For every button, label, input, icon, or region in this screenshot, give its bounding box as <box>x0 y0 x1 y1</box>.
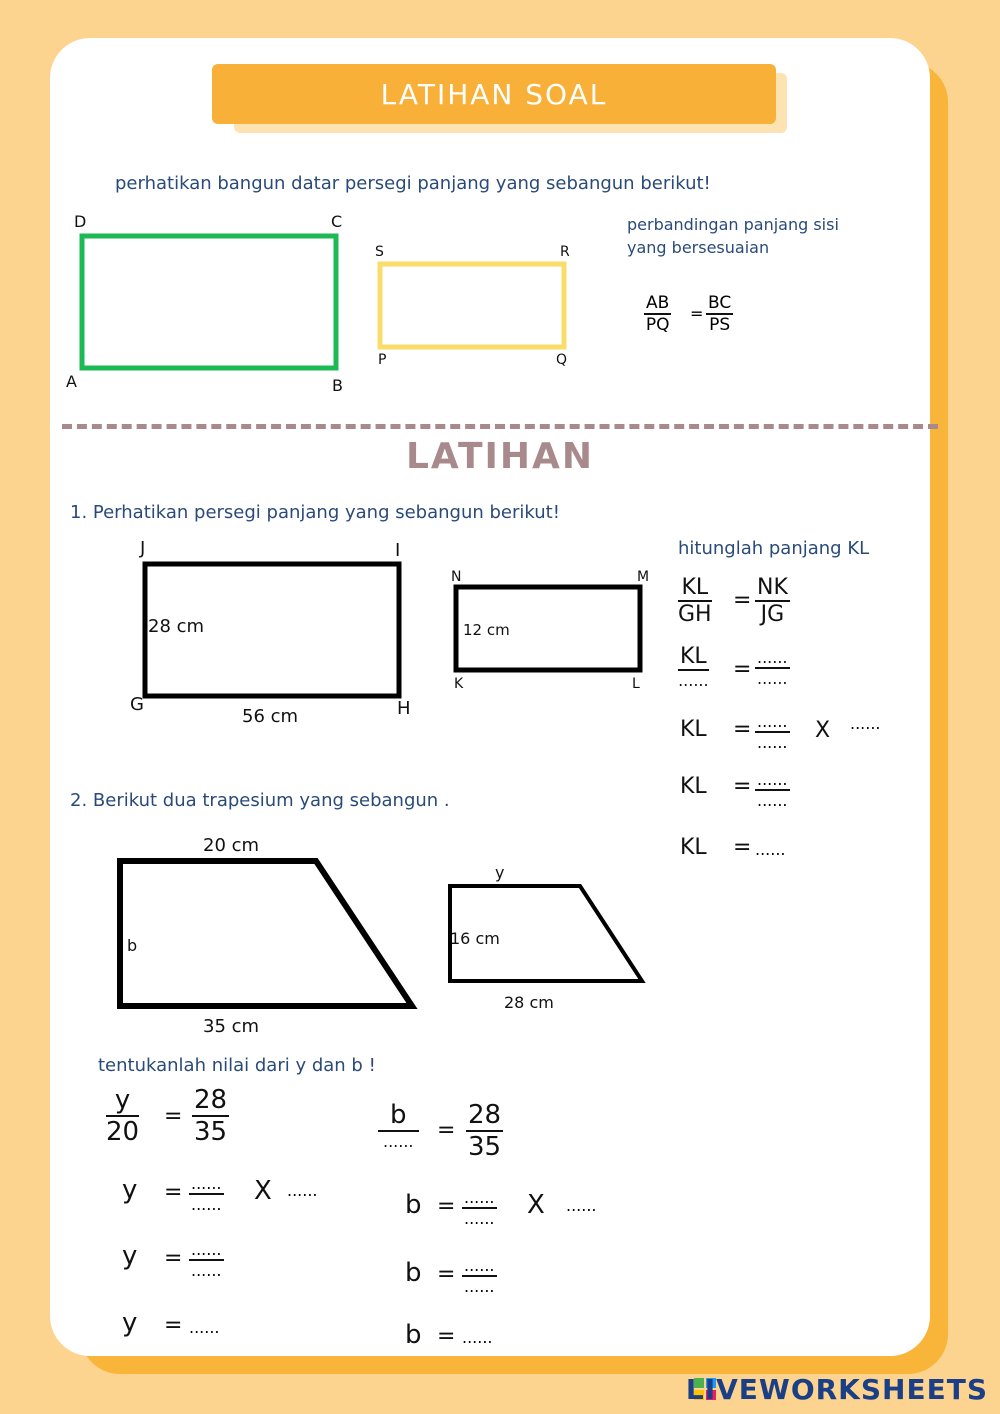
b-step4-equals: = <box>437 1324 456 1349</box>
intro-instruction: perhatikan bangun datar persegi panjang yang sebangun berikut! <box>115 173 711 194</box>
y-step1-num-left: y <box>106 1085 139 1117</box>
kl-step2-num-left: KL <box>680 644 707 669</box>
kl-step2-num-right: ...... <box>757 648 788 667</box>
kl-step1-frac-left <box>678 575 712 627</box>
b-step2-den: ...... <box>464 1209 495 1228</box>
kl-step5-lhs: KL <box>680 835 707 860</box>
kl-step4-den: ...... <box>757 791 788 810</box>
vertex-a: A <box>66 372 77 391</box>
b-step2-equals: = <box>437 1194 456 1219</box>
kl-step3-frac <box>755 712 790 752</box>
kl-step2-den-right: ...... <box>757 669 788 688</box>
kl-step2-frac-left <box>678 644 709 690</box>
kl-step1-equals: = <box>733 588 752 613</box>
kl-step3-num: ...... <box>757 712 788 731</box>
vertex-k: K <box>454 676 464 692</box>
vertex-i: I <box>395 540 401 561</box>
q1-prompt: 1. Perhatikan persegi panjang yang sebangun berikut! <box>70 502 560 523</box>
kl-step2-den-left: ...... <box>678 671 709 690</box>
y-step1-equals: = <box>164 1104 183 1129</box>
rect2-side-length: 12 cm <box>463 621 510 639</box>
kl-step2-equals: = <box>733 657 752 682</box>
trap1-top-length: 20 cm <box>203 835 260 856</box>
rect-pqrs <box>380 264 564 347</box>
ratio-num-bc: BC <box>708 293 732 313</box>
b-step3-frac <box>462 1256 497 1296</box>
q2-prompt: 2. Berikut dua trapesium yang sebangun . <box>70 790 450 811</box>
kl-step1-num-left: KL <box>678 575 712 602</box>
b-step1-num-right: 28 <box>468 1100 502 1130</box>
b-step1-den-left: ...... <box>383 1132 414 1151</box>
y-step3-den: ...... <box>191 1261 222 1280</box>
b-step1-den-right: 35 <box>468 1132 502 1162</box>
y-step2-lhs: y <box>122 1175 138 1205</box>
trap1-side-b: b <box>127 936 138 955</box>
vertex-d: D <box>74 212 87 231</box>
q1-task: hitunglah panjang KL <box>678 538 870 559</box>
kl-step1-num-right: NK <box>757 575 788 600</box>
ratio-equals: = <box>690 304 704 323</box>
trap2-top-y: y <box>495 863 505 882</box>
y-step4-lhs: y <box>122 1308 138 1338</box>
vertex-n: N <box>451 569 462 585</box>
kl-step1-den-left: GH <box>678 602 712 627</box>
kl-step4-num: ...... <box>757 770 788 789</box>
y-step1-num-right: 28 <box>194 1085 228 1115</box>
y-step3-num: ...... <box>191 1240 222 1259</box>
y-step2-frac <box>189 1174 224 1214</box>
q2-task: tentukanlah nilai dari y dan b ! <box>98 1055 376 1076</box>
kl-step1-frac-right <box>755 575 790 627</box>
ratio-den-pq: PQ <box>645 315 670 335</box>
kl-step3-lhs: KL <box>680 717 707 742</box>
b-step1-frac-left <box>378 1100 419 1151</box>
kl-step4-lhs: KL <box>680 774 707 799</box>
b-step2-times: X <box>527 1190 545 1220</box>
vertex-r: R <box>560 244 570 260</box>
y-step2-den: ...... <box>191 1195 222 1214</box>
y-step3-equals: = <box>164 1246 183 1271</box>
trap1-bottom-length: 35 cm <box>203 1016 260 1037</box>
kl-step3-equals: = <box>733 717 752 742</box>
vertex-c: C <box>331 212 343 231</box>
rect1-bottom-length: 56 cm <box>242 706 299 727</box>
ratio-den-ps: PS <box>709 315 731 335</box>
rect-abcd <box>82 236 336 368</box>
section-divider <box>62 424 938 429</box>
trapezoid-large <box>120 861 412 1006</box>
y-step2-num: ...... <box>191 1174 222 1193</box>
ratio-note-line2: yang bersesuaian <box>627 238 770 257</box>
ratio-num-ab: AB <box>646 293 670 313</box>
b-step3-num: ...... <box>464 1256 495 1275</box>
b-step3-den: ...... <box>464 1277 495 1296</box>
y-step2-times: X <box>254 1176 272 1206</box>
y-step2-blank[interactable]: ...... <box>287 1181 318 1200</box>
kl-step3-times: X <box>815 718 831 743</box>
ratio-note-line1: perbandingan panjang sisi <box>627 215 839 234</box>
kl-step4-equals: = <box>733 774 752 799</box>
y-step4-blank[interactable]: ...... <box>189 1318 220 1337</box>
kl-step5-blank[interactable]: ...... <box>755 840 786 859</box>
kl-step3-blank[interactable]: ...... <box>850 714 881 733</box>
vertex-g: G <box>130 694 144 715</box>
b-step2-blank[interactable]: ...... <box>566 1196 597 1215</box>
y-step2-equals: = <box>164 1180 183 1205</box>
b-step4-lhs: b <box>405 1320 422 1350</box>
b-step1-num-left: b <box>378 1100 419 1132</box>
trap2-side-length: 16 cm <box>450 929 500 948</box>
vertex-s: S <box>375 244 384 260</box>
kl-step5-equals: = <box>733 835 752 860</box>
vertex-p: P <box>378 352 387 368</box>
trap2-bottom-length: 28 cm <box>504 993 554 1012</box>
section-title: LATIHAN <box>405 436 595 477</box>
vertex-m: M <box>637 569 650 585</box>
y-step1-den-right: 35 <box>194 1117 228 1147</box>
b-step1-equals: = <box>437 1118 456 1143</box>
b-step3-lhs: b <box>405 1258 422 1288</box>
b-step1-frac-right <box>466 1100 503 1162</box>
rect1-side-length: 28 cm <box>148 616 205 637</box>
y-step1-frac-right <box>192 1085 229 1147</box>
vertex-j: J <box>140 538 146 559</box>
b-step3-equals: = <box>437 1262 456 1287</box>
b-step2-lhs: b <box>405 1190 422 1220</box>
liveworksheets-watermark[interactable]: LIVEWORKSHEETS <box>685 1373 988 1406</box>
kl-step3-den: ...... <box>757 733 788 752</box>
page-title: LATIHAN SOAL <box>212 64 776 124</box>
y-step4-equals: = <box>164 1313 183 1338</box>
b-step2-frac <box>462 1188 497 1228</box>
kl-step2-frac-right <box>755 648 790 688</box>
vertex-h: H <box>397 698 411 719</box>
y-step3-lhs: y <box>122 1241 138 1271</box>
b-step2-num: ...... <box>464 1188 495 1207</box>
kl-step1-den-right: JG <box>760 602 785 627</box>
vertex-b: B <box>332 376 343 395</box>
vertex-q: Q <box>556 352 568 368</box>
ratio-frac-bc-ps <box>706 293 733 335</box>
b-step4-blank[interactable]: ...... <box>462 1328 493 1347</box>
kl-step4-frac <box>755 770 790 810</box>
vertex-l: L <box>632 676 640 692</box>
y-step1-frac-left <box>106 1085 139 1147</box>
y-step1-den-left: 20 <box>106 1117 140 1147</box>
y-step3-frac <box>189 1240 224 1280</box>
ratio-frac-ab-pq <box>644 293 671 335</box>
